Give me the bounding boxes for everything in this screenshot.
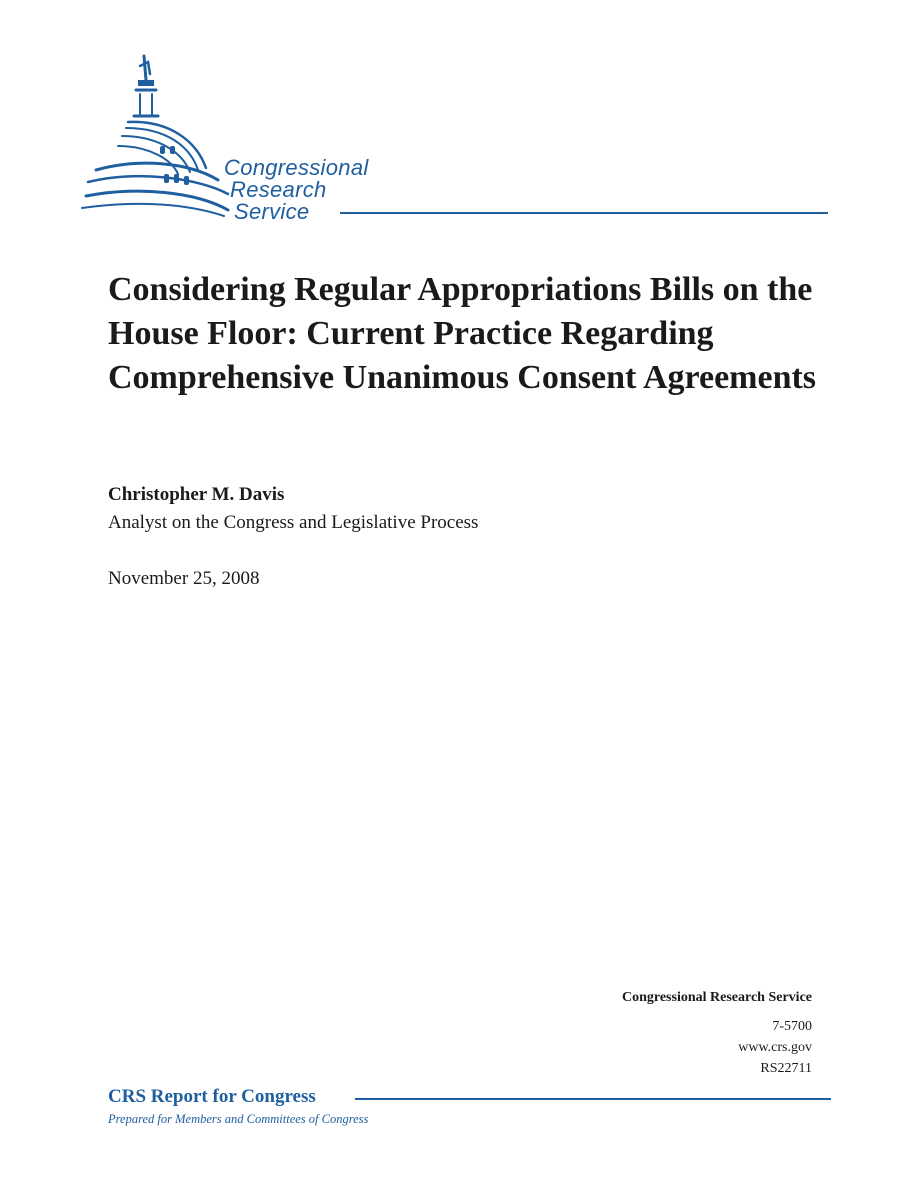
crs-code: 7-5700 (772, 1019, 812, 1034)
report-number: RS22711 (760, 1061, 812, 1076)
crs-info-block (622, 990, 812, 1079)
footer-rule (355, 1098, 831, 1100)
author-name: Christopher M. Davis (108, 484, 285, 505)
footer-title: CRS Report for Congress (108, 1086, 316, 1107)
footer-subtitle: Prepared for Members and Committees of Congress (108, 1112, 369, 1126)
crs-website: www.crs.gov (738, 1040, 812, 1055)
logo-text-service: Service (234, 199, 310, 224)
crs-org: Congressional Research Service (621, 990, 812, 1005)
author-role: Analyst on the Congress and Legislative Process (108, 512, 479, 533)
report-date: November 25, 2008 (108, 568, 260, 589)
logo-text-research: Research (230, 177, 327, 202)
logo-rule (340, 212, 828, 214)
capitol-dome-icon (78, 50, 238, 220)
logo-text-congressional: Congressional (224, 155, 369, 180)
report-title: Considering Regular Appropriations Bills on the House Floor: Current Practice Regarding Comprehensive Unanimous Consent Agreements (108, 271, 817, 396)
crs-logo (78, 50, 838, 230)
